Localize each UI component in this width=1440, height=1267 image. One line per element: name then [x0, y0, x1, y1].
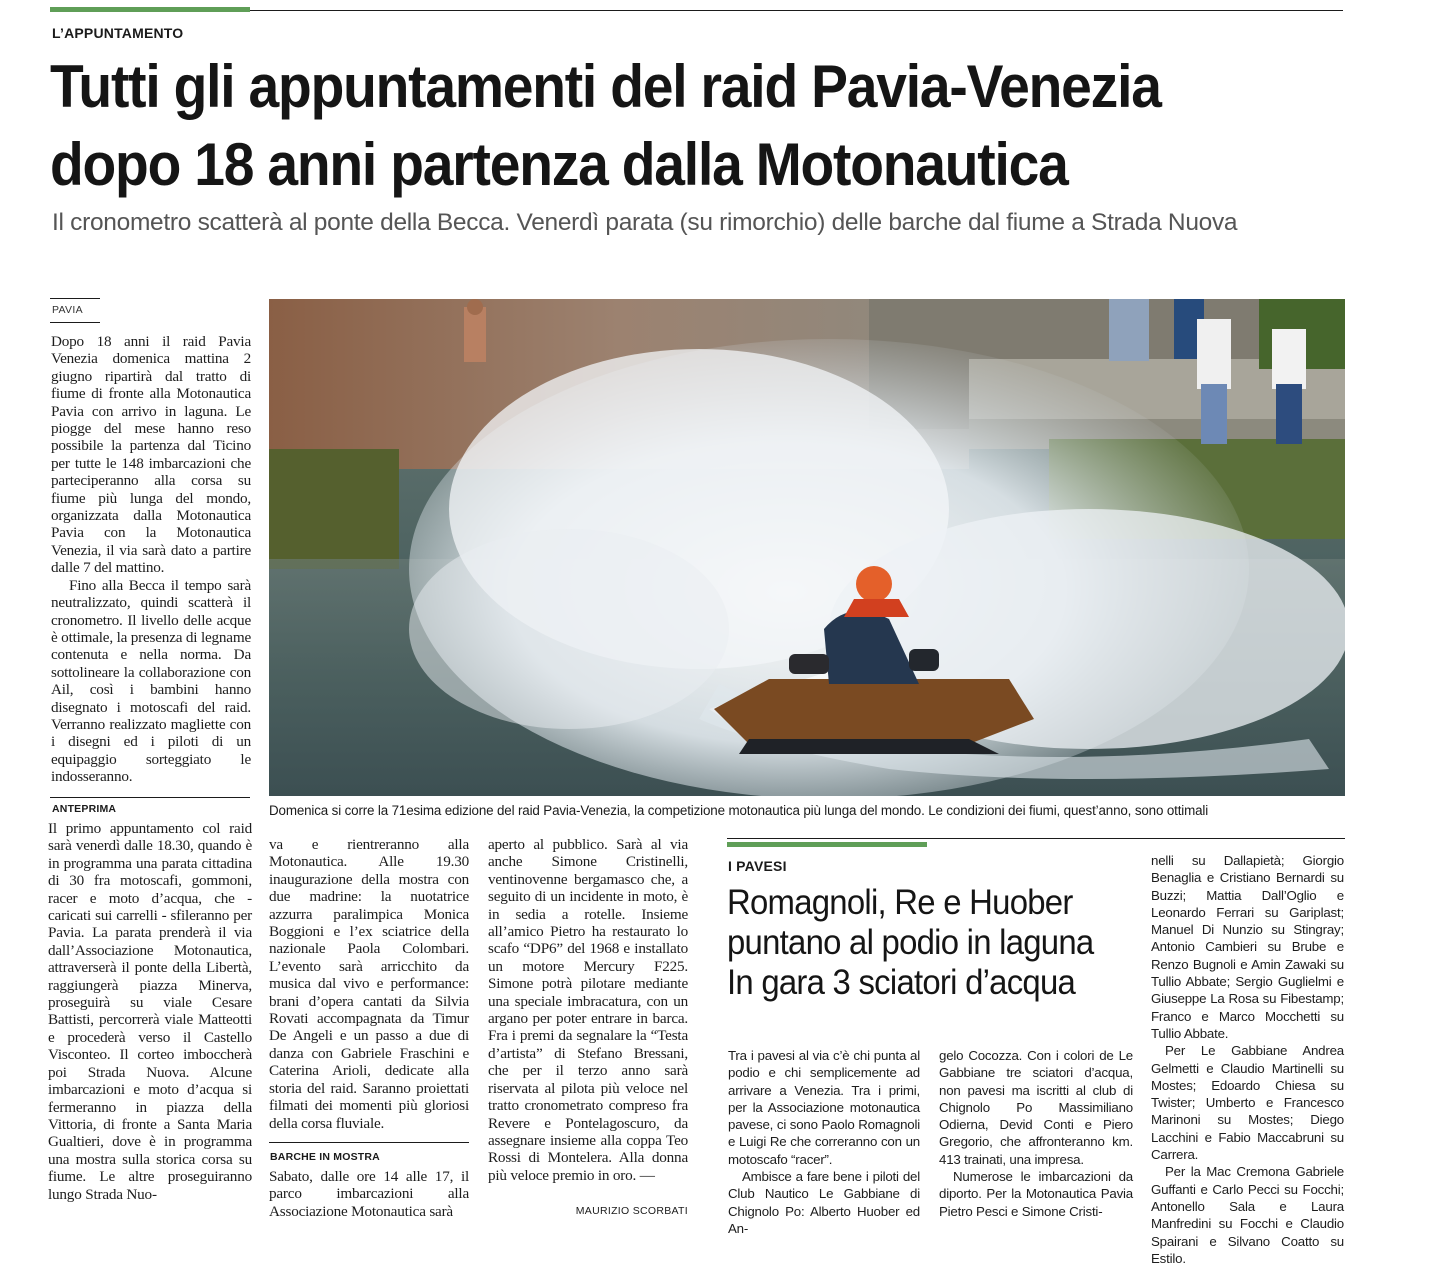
dateline-rule	[50, 298, 100, 299]
article-column-1-upper	[51, 333, 251, 786]
article-headline-line1: Tutti gli appuntamenti del raid Pavia-Venezia	[50, 53, 1161, 120]
article-paragraph: va e rientreranno alla Motonautica. Alle 19.30 inaugurazione della mostra con due madrine: la nuotatrice azzurra paralimpica Monica Boggioni e l’ex sciatrice della nazionale Paola Colombari. L’evento sarà arricchito da musica dal vivo e performance: brani d’opera cantati da Silvia Rovati accompagnata da Timur De Angeli e un passo a due di danza con Gabriele Fraschini e Caterina Arioli, dedicate alla storia del raid. Saranno proiettati filmati dei momenti più gloriosi della corsa fluviale.	[269, 836, 469, 1132]
sidebar-column-2	[939, 1047, 1133, 1220]
sidebar-headline-line3: In gara 3 sciatori d’acqua	[727, 963, 1076, 1002]
sidebar-kicker: I PAVESI	[728, 858, 787, 874]
article-paragraph: Dopo 18 anni il raid Pavia Venezia domenica mattina 2 giugno ripartirà dal tratto di fiume di fronte alla Motonautica Pavia con arrivo in laguna. Le piogge del mese hanno reso possibile la partenza dal Ticino per tutte le 148 imbarcazioni che parteciperanno alla corsa su fiume più lunga del mondo, organizzata dalla Motonautica Pavia con la Motonautica Venezia, il via sarà dato a partire dalle 7 del mattino.	[51, 333, 251, 577]
article-column-2-lower	[269, 1168, 469, 1220]
top-accent-bar	[50, 7, 250, 12]
top-rule	[250, 10, 1343, 11]
article-headline-line2: dopo 18 anni partenza dalla Motonautica	[50, 131, 1068, 198]
article-paragraph: Sabato, dalle ore 14 alle 17, il parco imbarcazioni alla Associazione Motonautica sarà	[269, 1168, 469, 1220]
sidebar-rule	[727, 838, 1345, 839]
article-byline: MAURIZIO SCORBATI	[575, 1205, 688, 1217]
sidebar-paragraph: Per la Mac Cremona Gabriele Guffanti e Carlo Pecci su Focchi; Antonello Sala e Laura Manfredini su Focchi e Claudio Spairani e Silvano Coatto su Estilo.	[1151, 1164, 1344, 1266]
sidebar-column-3	[1151, 852, 1344, 1267]
article-column-2	[269, 836, 469, 1132]
article-column-1-lower	[48, 820, 252, 1203]
sidebar-accent-bar	[727, 842, 927, 847]
sidebar-paragraph: Per Le Gabbiane Andrea Gelmetti e Claudio Martinelli su Mostes; Edoardo Chiesa su Twister; Umberto e Francesco Marinoni su Mostes; Diego Lacchini e Fabio Maccabruni su Carrera.	[1151, 1043, 1344, 1163]
sidebar-paragraph: Numerose le imbarcazioni da diporto. Per la Motonautica Pavia Pietro Pesci e Simone Cristi-	[939, 1169, 1133, 1219]
subhead-barche-in-mostra: BARCHE IN MOSTRA	[270, 1151, 380, 1163]
photo-caption: Domenica si corre la 71esima edizione del raid Pavia-Venezia, la competizione motonautica più lunga del mondo. Le condizioni dei fiumi, quest’anno, sono ottimali	[269, 803, 1209, 818]
sidebar-headline-line2: puntano al podio in laguna	[727, 923, 1094, 962]
dateline-rule-bottom	[50, 322, 100, 323]
subhead-anteprima: ANTEPRIMA	[52, 803, 117, 815]
sidebar-paragraph: Ambisce a fare bene i piloti del Club Nautico Le Gabbiane di Chignolo Po: Alberto Huober ed An-	[728, 1169, 920, 1236]
subhead-rule	[269, 1142, 469, 1143]
sidebar-paragraph: gelo Cocozza. Con i colori de Le Gabbiane tre sciatori d’acqua, non pavesi ma iscritti al club di Chignolo Po Massimiliano Odierna, Devid Conti e Piero Gregorio, che affronteranno km. 413 trainati, una impresa.	[939, 1048, 1133, 1167]
article-paragraph: Fino alla Becca il tempo sarà neutralizzato, quindi scatterà il cronometro. Il livello delle acque è ottimale, la presenza di legname contenuta e nella norma. Da sottolineare la collaborazione con Ail, così i bambini hanno disegnato i motoscafi del raid. Verranno realizzato magliette con i disegni ed i piloti di un equipaggio sorteggiato le indosseranno.	[51, 576, 251, 786]
article-deck: Il cronometro scatterà al ponte della Becca. Venerdì parata (su rimorchio) delle barche dal fiume a Strada Nuova	[52, 209, 1238, 236]
article-kicker: L’APPUNTAMENTO	[52, 25, 184, 41]
sidebar-headline-line1: Romagnoli, Re e Huober	[727, 883, 1073, 922]
race-photo	[269, 299, 1345, 796]
sidebar-paragraph: nelli su Dallapietà; Giorgio Benaglia e Cristiano Bernardi su Buzzi; Mattia Dall’Oglio e Leonardo Ferrari su Gariplast; Manuel Di Nunzio su Stingray; Antonio Cambieri su Brube e Renzo Bugnoli e Amin Zawaki su Tullio Abbate; Sergio Guglielmi e Giuseppe La Rosa su Fibestamp; Franco e Marco Mocchetti su Tullio Abbate.	[1151, 853, 1344, 1041]
subhead-rule	[50, 797, 250, 798]
sidebar-paragraph: Tra i pavesi al via c’è chi punta al podio e chi semplicemente ad arrivare a Venezia. Tra i primi, per la Associazione motonautica pavese, ci sono Paolo Romagnoli e Luigi Re che correranno con un motoscafo “racer”.	[728, 1048, 920, 1167]
article-paragraph: aperto al pubblico. Sarà al via anche Simone Cristinelli, ventinovenne bergamasco che, a seguito di un incidente in moto, è in sedia a rotelle. Insieme all’amico Pietro ha restaurato lo scafo “DP6” del 1968 e installato un motore Mercury F225. Simone potrà pilotare mediante una speciale imbracatura, con un argano per poter entrare in barca. Fra i premi da segnalare la “Testa d’artista” di Stefano Bressani, che per il terzo anno sarà riservata al pilota più veloce nel tratto cronometrato compreso fra Revere e Pontelagoscuro, da assegnare insieme alla coppa Teo Rossi di Montelera. Alla donna più veloce premio in oro. —	[488, 836, 688, 1184]
article-paragraph: Il primo appuntamento col raid sarà venerdì dalle 18.30, quando è in programma una parata cittadina di 30 fra motoscafi, gommoni, racer e moto d’acqua, che - caricati sui carrelli - sfileranno per Pavia. La parata prenderà il via dall’Associazione Motonautica, attraverserà il ponte della Libertà, raggiungerà piazza Minerva, proseguirà su viale Cesare Battisti, percorrerà viale Matteotti e procederà verso il Castello Visconteo. Il corteo imboccherà poi Strada Nuova. Alcune imbarcazioni e moto d’acqua si fermeranno in piazza della Vittoria, di fronte a Santa Maria Gualtieri, dove è in programma una mostra sulla storica corsa su fiume. Le altre proseguiranno lungo Strada Nuo-	[48, 820, 252, 1203]
dateline: PAVIA	[52, 304, 83, 316]
sidebar-column-1	[728, 1047, 920, 1237]
article-column-3	[488, 836, 688, 1184]
